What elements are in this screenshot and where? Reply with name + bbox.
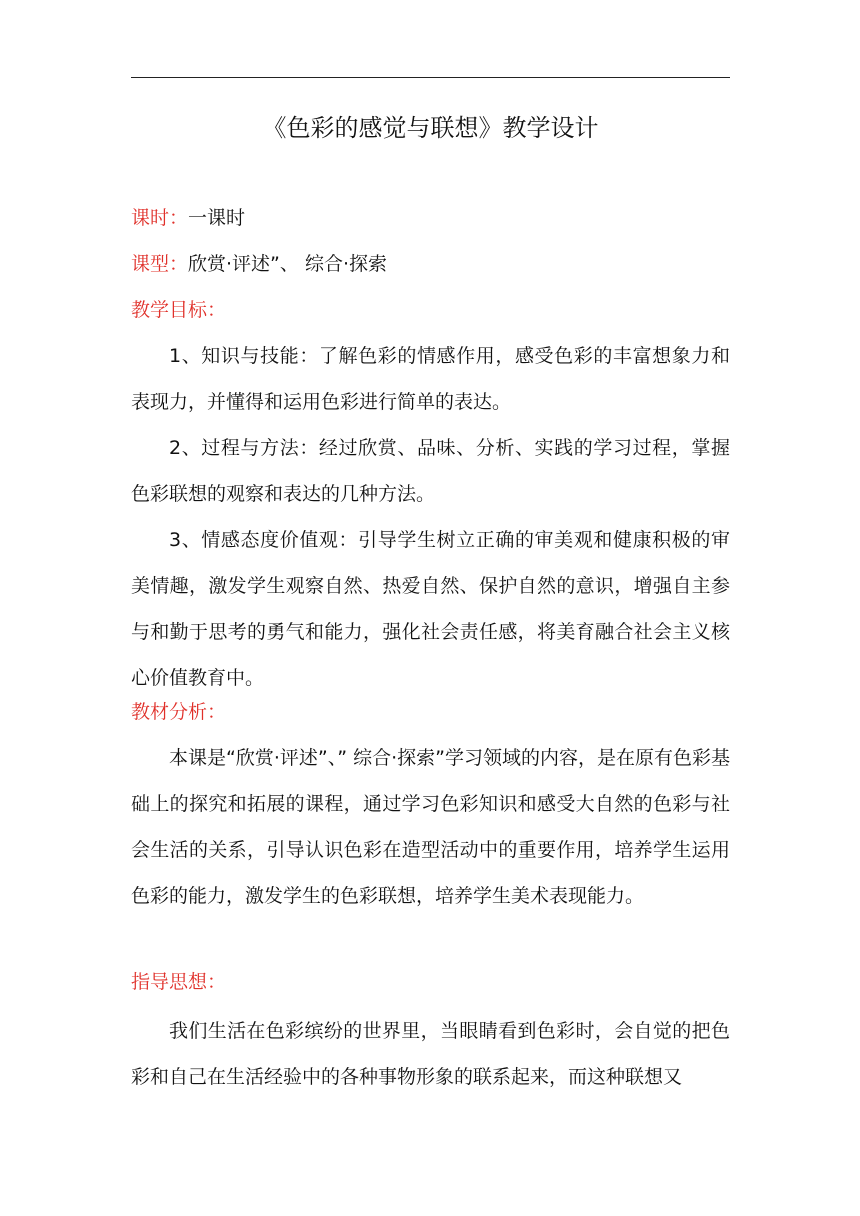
- lesson-time-value: 一课时: [188, 207, 246, 229]
- lesson-time-line: [131, 195, 245, 241]
- objectives-heading-line: [131, 287, 226, 333]
- guiding-heading: 指导思想：: [131, 971, 227, 993]
- objective-item: 2、过程与方法：经过欣赏、品味、分析、实践的学习过程，掌握色彩联想的观察和表达的几种方法。: [131, 437, 730, 505]
- objective-item: 3、情感态度价值观：引导学生树立正确的审美观和健康积极的审美情趣，激发学生观察自然、热爱自然、保护自然的意识，增强自主参与和勤于思考的勇气和能力，强化社会责任感，将美育融合社会主义核心价值教育中。: [131, 529, 730, 689]
- objective-item: 1、知识与技能：了解色彩的情感作用，感受色彩的丰富想象力和表现力，并懂得和运用色彩进行简单的表达。: [131, 345, 730, 413]
- guiding-text: 我们生活在色彩缤纷的世界里，当眼睛看到色彩时，会自觉的把色彩和自己在生活经验中的各种事物形象的联系起来，而这种联想又: [131, 1020, 730, 1088]
- materials-heading: 教材分析：: [131, 701, 227, 723]
- header-rule: [131, 77, 730, 78]
- lesson-type-value: 欣赏·评述”、 综合·探索: [188, 253, 387, 275]
- lesson-type-label: 课型：: [131, 253, 189, 275]
- lesson-time-label: 课时：: [131, 207, 189, 229]
- objectives-heading: 教学目标：: [131, 299, 227, 321]
- materials-heading-line: [131, 689, 226, 735]
- lesson-type-line: [131, 241, 387, 287]
- materials-text: 本课是“欣赏·评述”、” 综合·探索”学习领域的内容，是在原有色彩基础上的探究和拓展的课程，通过学习色彩知识和感受大自然的色彩与社会生活的关系，引导认识色彩在造型活动中的重要作用，培养学生运用色彩的能力，激发学生的色彩联想，培养学生美术表现能力。: [131, 747, 730, 907]
- guiding-heading-line: [131, 959, 226, 1005]
- document-title: 《色彩的感觉与联想》教学设计: [262, 114, 599, 142]
